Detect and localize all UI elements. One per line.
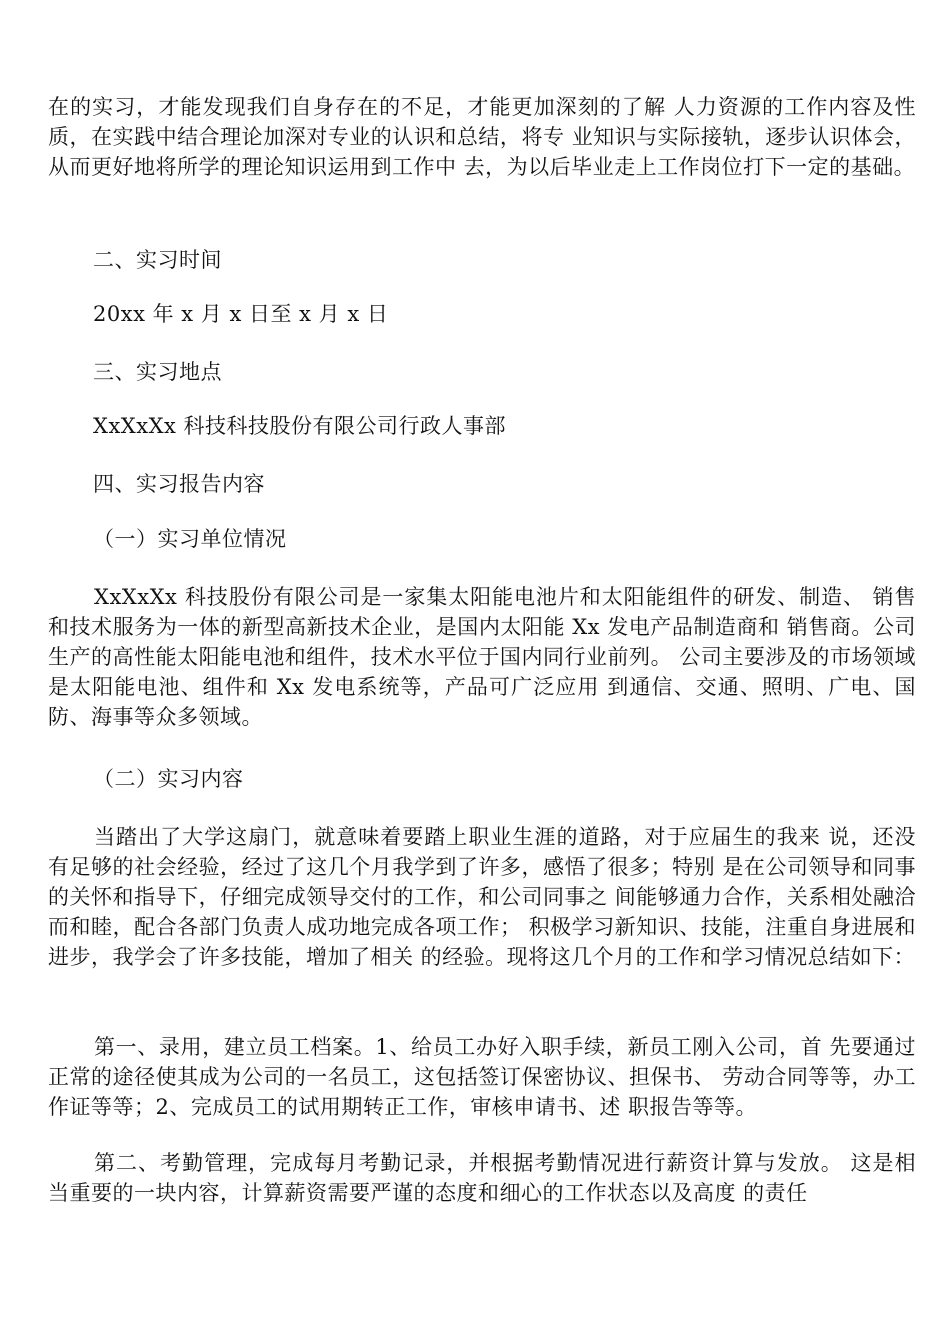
subsection-heading-internship-content: （二）实习内容 bbox=[93, 767, 244, 791]
section-heading-internship-location: 三、实习地点 bbox=[93, 360, 222, 384]
internship-content-paragraph: 当踏出了大学这扇门，就意味着要踏上职业生涯的道路，对于应届生的我来 说，还没有足够的社会经验，经过了这几个月我学到了许多，感悟了很多；特别 是在公司领导和同事的关怀和指导下，仔细完成领导交付的工作，和公司同事之 间能够通力合作，关系相处融洽而和睦，配合各部门负责人成功地完成各项工作； 积极学习新知识、技能，注重自身进展和进步，我学会了许多技能，增加了相关 的经验。现将这几个月的工作和学习情况总结如下： bbox=[48, 825, 917, 969]
section-heading-internship-time: 二、实习时间 bbox=[93, 248, 222, 272]
internship-time-text: 20xx 年 x 月 x 日至 x 月 x 日 bbox=[93, 302, 389, 326]
internship-location-text: XxXxXx 科技科技股份有限公司行政人事部 bbox=[93, 414, 507, 438]
subsection-heading-company-info: （一）实习单位情况 bbox=[93, 527, 287, 551]
second-task-paragraph: 第二、考勤管理，完成每月考勤记录，并根据考勤情况进行薪资计算与发放。 这是相当重要的一块内容，计算薪资需要严谨的态度和细心的工作状态以及高度 的责任 bbox=[48, 1151, 916, 1205]
company-info-paragraph: XxXxXx 科技股份有限公司是一家集太阳能电池片和太阳能组件的研发、制造、 销售和技术服务为一体的新型高新技术企业，是国内太阳能 Xx 发电产品制造商和 销售商。公司生产的高性能太阳能电池和组件，技术水平位于国内同行业前列。 公司主要涉及的市场领域是太阳能电池、组件和 Xx 发电系统等，产品可广泛应用 到通信、交通、照明、广电、国防、海事等众多领域。 bbox=[48, 585, 916, 729]
first-task-paragraph: 第一、录用，建立员工档案。1、给员工办好入职手续，新员工刚入公司，首 先要通过正常的途径使其成为公司的一名员工，这包括签订保密协议、担保书、 劳动合同等等，办工作证等等；2、完成员工的试用期转正工作，审核申请书、述 职报告等等。 bbox=[48, 1035, 916, 1119]
intro-paragraph: 在的实习，才能发现我们自身存在的不足，才能更加深刻的了解 人力资源的工作内容及性质，在实践中结合理论加深对专业的认识和总结，将专 业知识与实际接轨，逐步认识体会，从而更好地将所学的理论知识运用到工作中 去，为以后毕业走上工作岗位打下一定的基础。 bbox=[48, 95, 916, 179]
section-heading-report-content: 四、实习报告内容 bbox=[93, 472, 265, 496]
